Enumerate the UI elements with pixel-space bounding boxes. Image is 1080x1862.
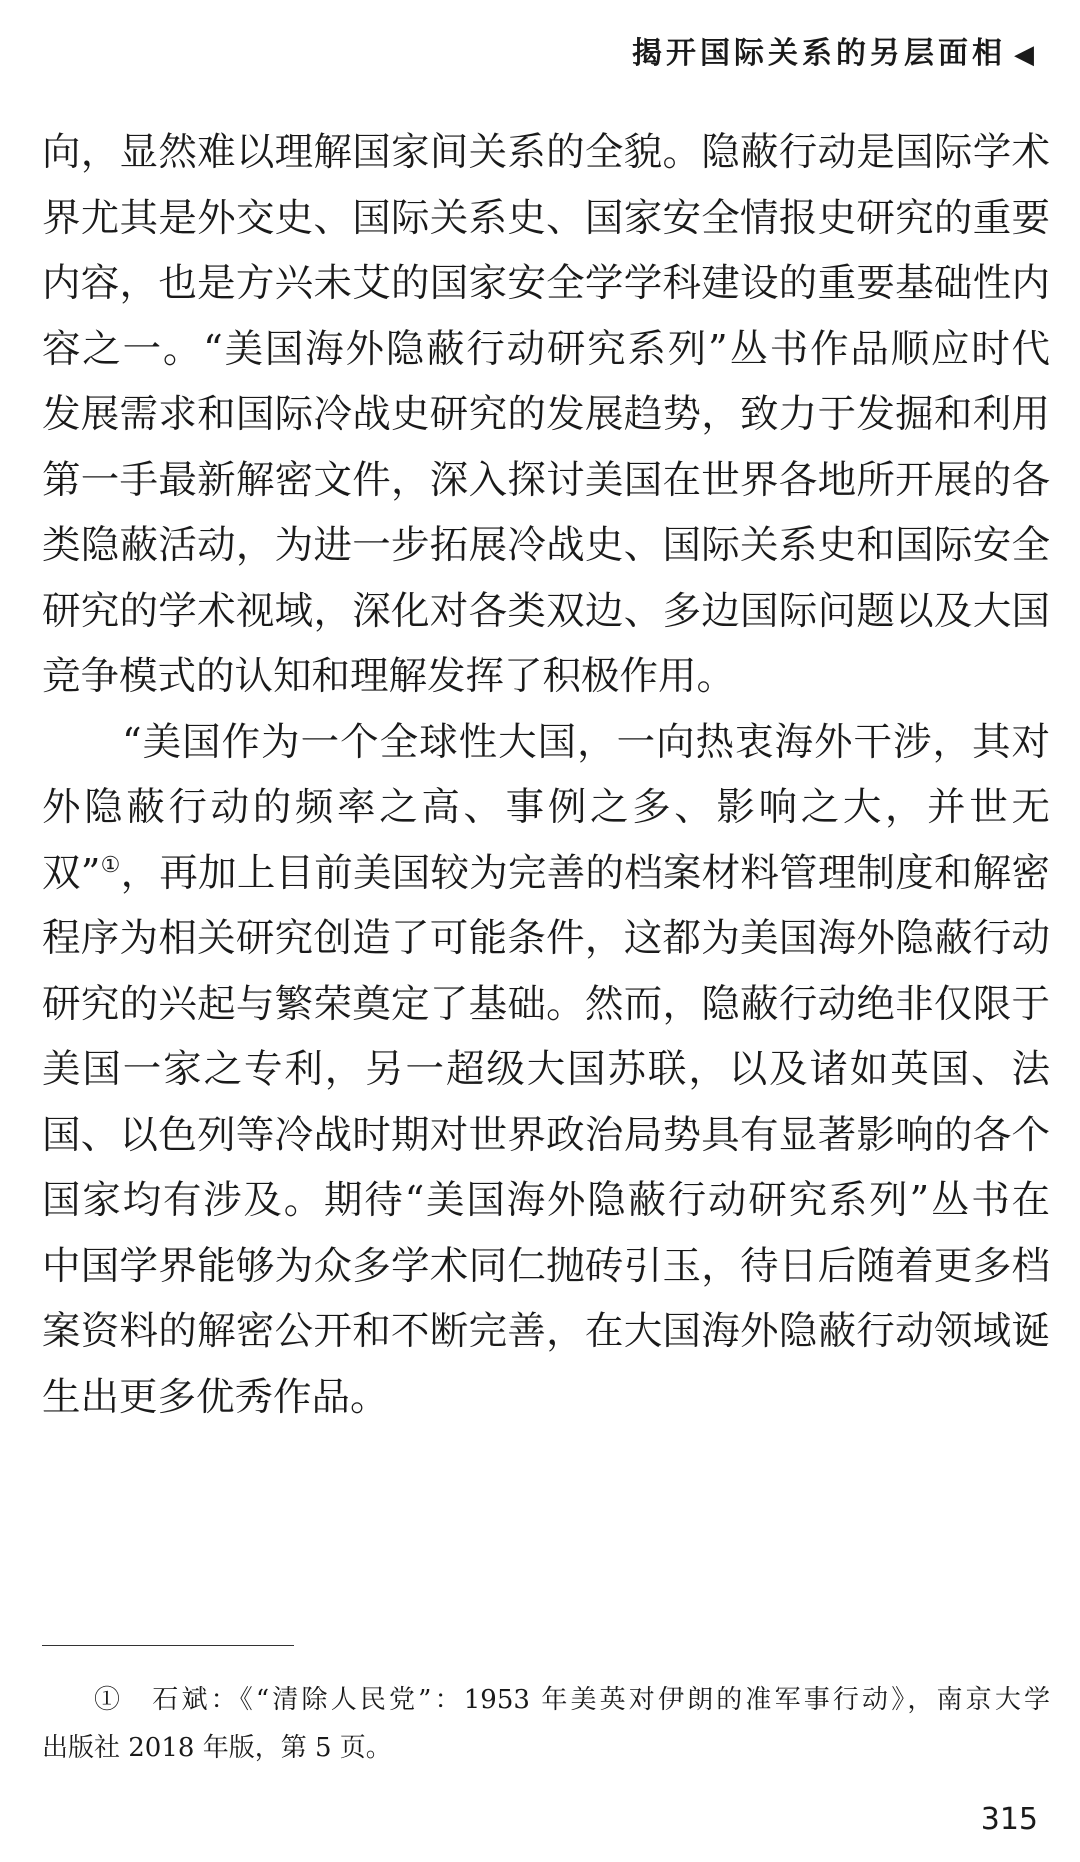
text-line: 发展需求和国际冷战史研究的发展趋势，致力于发掘和利用 xyxy=(42,392,1050,437)
text-line: 内容，也是方兴未艾的国家安全学学科建设的重要基础性内 xyxy=(42,261,1050,306)
text-line: 中国学界能够为众多学术同仁抛砖引玉，待日后随着更多档 xyxy=(42,1243,1050,1289)
running-title: 揭开国际关系的另层面相 xyxy=(632,36,1006,71)
paragraph-2 xyxy=(42,710,1050,1431)
text-line: 研究的学术视域，深化对各类双边、多边国际问题以及大国 xyxy=(42,588,1050,634)
text-line: 类隐蔽活动，为进一步拓展冷战史、国际关系史和国际安全 xyxy=(42,523,1050,568)
text-line: 界尤其是外交史、国际关系史、国家安全情报史研究的重要 xyxy=(42,195,1050,241)
triangle-marker-icon: ◀ xyxy=(1014,40,1038,70)
text-line: 国家均有涉及。期待“美国海外隐蔽行动研究系列”丛书在 xyxy=(42,1178,1050,1223)
footnote-divider xyxy=(42,1645,294,1646)
text-line: 生出更多优秀作品。 xyxy=(42,1374,389,1420)
footnote-line: 出版社 2018 年版，第 5 页。 xyxy=(42,1733,392,1763)
paragraph-1 xyxy=(42,120,1050,710)
footnote-reference[interactable]: ① xyxy=(100,852,121,878)
text-line-with-footnote-ref xyxy=(42,841,1050,907)
text-line: 容之一。“美国海外隐蔽行动研究系列”丛书作品顺应时代 xyxy=(42,326,1050,372)
footnote xyxy=(42,1676,1050,1772)
body-text xyxy=(42,120,1050,1430)
text-line: 程序为相关研究创造了可能条件，这都为美国海外隐蔽行动 xyxy=(42,916,1050,961)
running-header xyxy=(632,30,1038,79)
text-line: 第一手最新解密文件，深入探讨美国在世界各地所开展的各 xyxy=(42,457,1050,503)
text-line: 外隐蔽行动的频率之高、事例之多、影响之大，并世无 xyxy=(42,785,1050,830)
text-line: 国、以色列等冷战时期对世界政治局势具有显著影响的各个 xyxy=(42,1112,1050,1158)
text-fragment: 双” xyxy=(42,850,101,896)
text-line: “美国作为一个全球性大国，一向热衷海外干涉，其对 xyxy=(122,719,1050,765)
text-line: 美国一家之专利，另一超级大国苏联，以及诸如英国、法 xyxy=(42,1047,1050,1092)
footnote-line: ① 石斌：《“清除人民党”：1953 年美英对伊朗的准军事行动》，南京大学 xyxy=(94,1685,1050,1715)
text-fragment: ，再加上目前美国较为完善的档案材料管理制度和解密 xyxy=(120,850,1050,896)
text-line: 向，显然难以理解国家间关系的全貌。隐蔽行动是国际学术 xyxy=(42,130,1050,175)
text-line: 竞争模式的认知和理解发挥了积极作用。 xyxy=(42,654,736,699)
text-line: 案资料的解密公开和不断完善，在大国海外隐蔽行动领域诞 xyxy=(42,1309,1050,1354)
text-line: 研究的兴起与繁荣奠定了基础。然而，隐蔽行动绝非仅限于 xyxy=(42,981,1050,1027)
page-number: 315 xyxy=(980,1802,1038,1837)
